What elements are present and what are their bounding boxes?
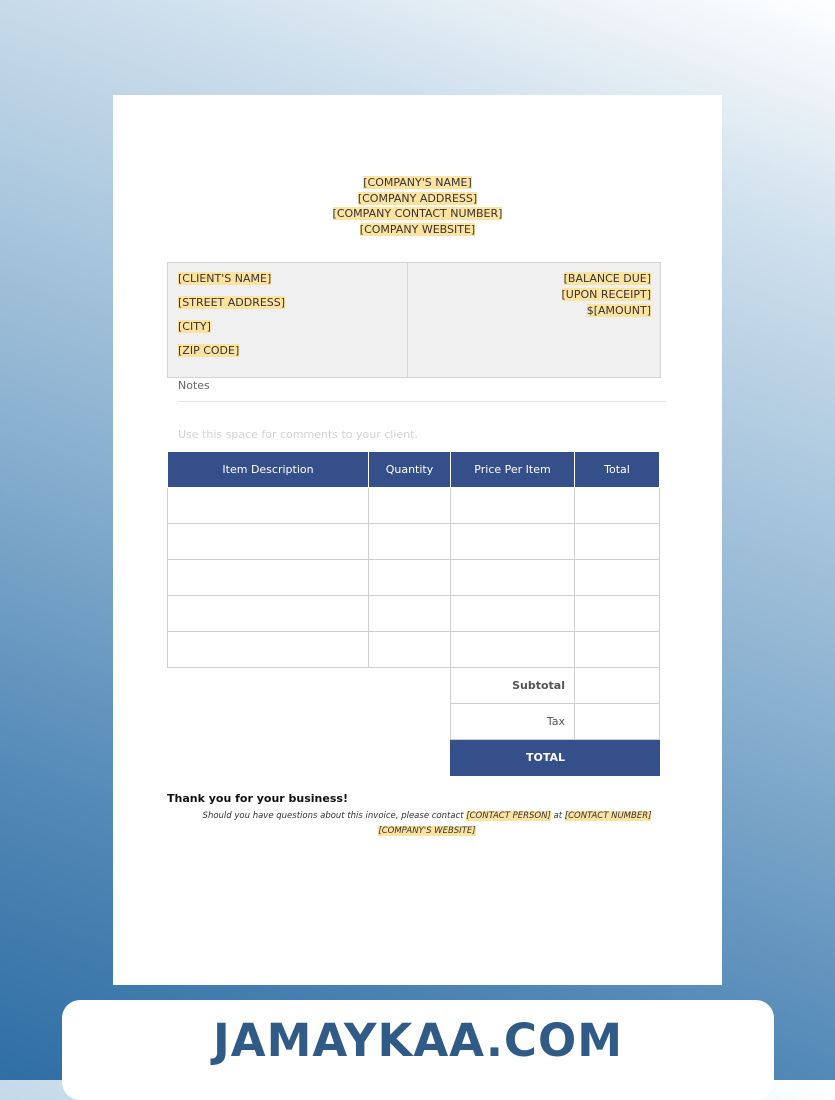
company-contact-number: [COMPANY CONTACT NUMBER] <box>332 207 503 220</box>
thank-you-text: Thank you for your business! <box>167 792 348 805</box>
price-cell[interactable] <box>451 560 575 596</box>
contact-number: [CONTACT NUMBER] <box>564 811 652 821</box>
items-table <box>167 451 660 776</box>
total-cell[interactable] <box>575 632 660 668</box>
total-cell[interactable] <box>575 596 660 632</box>
quantity-cell[interactable] <box>369 560 451 596</box>
balance-due: [BALANCE DUE] <box>563 272 651 285</box>
header-item-description: Item Description <box>168 452 369 488</box>
quantity-cell[interactable] <box>369 596 451 632</box>
tax-label: Tax <box>451 704 575 740</box>
client-street: [STREET ADDRESS] <box>178 296 286 309</box>
quantity-cell[interactable] <box>369 524 451 560</box>
total-cell[interactable] <box>575 560 660 596</box>
subtotal-value[interactable] <box>575 668 660 704</box>
price-cell[interactable] <box>451 596 575 632</box>
price-cell[interactable] <box>451 524 575 560</box>
invoice-page <box>113 95 722 985</box>
contact-text <box>167 809 687 839</box>
header-quantity: Quantity <box>369 452 451 488</box>
at-text: at <box>553 811 563 821</box>
client-balance-box <box>167 262 661 378</box>
table-row <box>168 632 660 668</box>
table-row <box>168 560 660 596</box>
watermark-banner <box>62 1000 774 1100</box>
price-cell[interactable] <box>451 632 575 668</box>
client-name: [CLIENT'S NAME] <box>178 272 272 285</box>
table-row <box>168 596 660 632</box>
company-website: [COMPANY WEBSITE] <box>359 222 476 236</box>
item-description-cell[interactable] <box>168 596 369 632</box>
price-cell[interactable] <box>451 488 575 524</box>
total-cell[interactable] <box>575 488 660 524</box>
balance-info <box>562 272 651 320</box>
item-description-cell[interactable] <box>168 632 369 668</box>
banner-text: JAMAYKAA.COM <box>213 1014 623 1067</box>
client-info <box>178 272 285 368</box>
company-address: [COMPANY ADDRESS] <box>357 191 478 205</box>
client-city: [CITY] <box>178 320 211 333</box>
notes-divider <box>178 401 666 402</box>
company-website-footer: [COMPANY'S WEBSITE] <box>378 826 476 836</box>
tax-value[interactable] <box>575 704 660 740</box>
table-row <box>168 488 660 524</box>
tax-row <box>168 704 660 740</box>
table-row <box>168 524 660 560</box>
company-info <box>113 175 722 237</box>
client-zip: [ZIP CODE] <box>178 344 240 357</box>
total-value[interactable] <box>575 740 660 776</box>
total-row <box>168 740 660 776</box>
total-cell[interactable] <box>575 524 660 560</box>
notes-label: Notes <box>178 379 210 392</box>
quantity-cell[interactable] <box>369 632 451 668</box>
notes-input[interactable]: Use this space for comments to your client. <box>178 428 418 441</box>
subtotal-row <box>168 668 660 704</box>
table-header-row <box>168 452 660 488</box>
item-description-cell[interactable] <box>168 560 369 596</box>
header-price-per-item: Price Per Item <box>451 452 575 488</box>
total-label: TOTAL <box>451 740 575 776</box>
quantity-cell[interactable] <box>369 488 451 524</box>
contact-person: [CONTACT PERSON] <box>466 811 551 821</box>
company-name: [COMPANY'S NAME] <box>363 176 472 189</box>
item-description-cell[interactable] <box>168 524 369 560</box>
item-description-cell[interactable] <box>168 488 369 524</box>
header-total: Total <box>575 452 660 488</box>
balance-terms: [UPON RECEIPT] <box>561 288 651 301</box>
subtotal-label: Subtotal <box>451 668 575 704</box>
box-divider <box>407 263 408 377</box>
balance-amount: $[AMOUNT] <box>586 304 651 317</box>
question-text: Should you have questions about this invoice, please contact <box>202 811 464 821</box>
